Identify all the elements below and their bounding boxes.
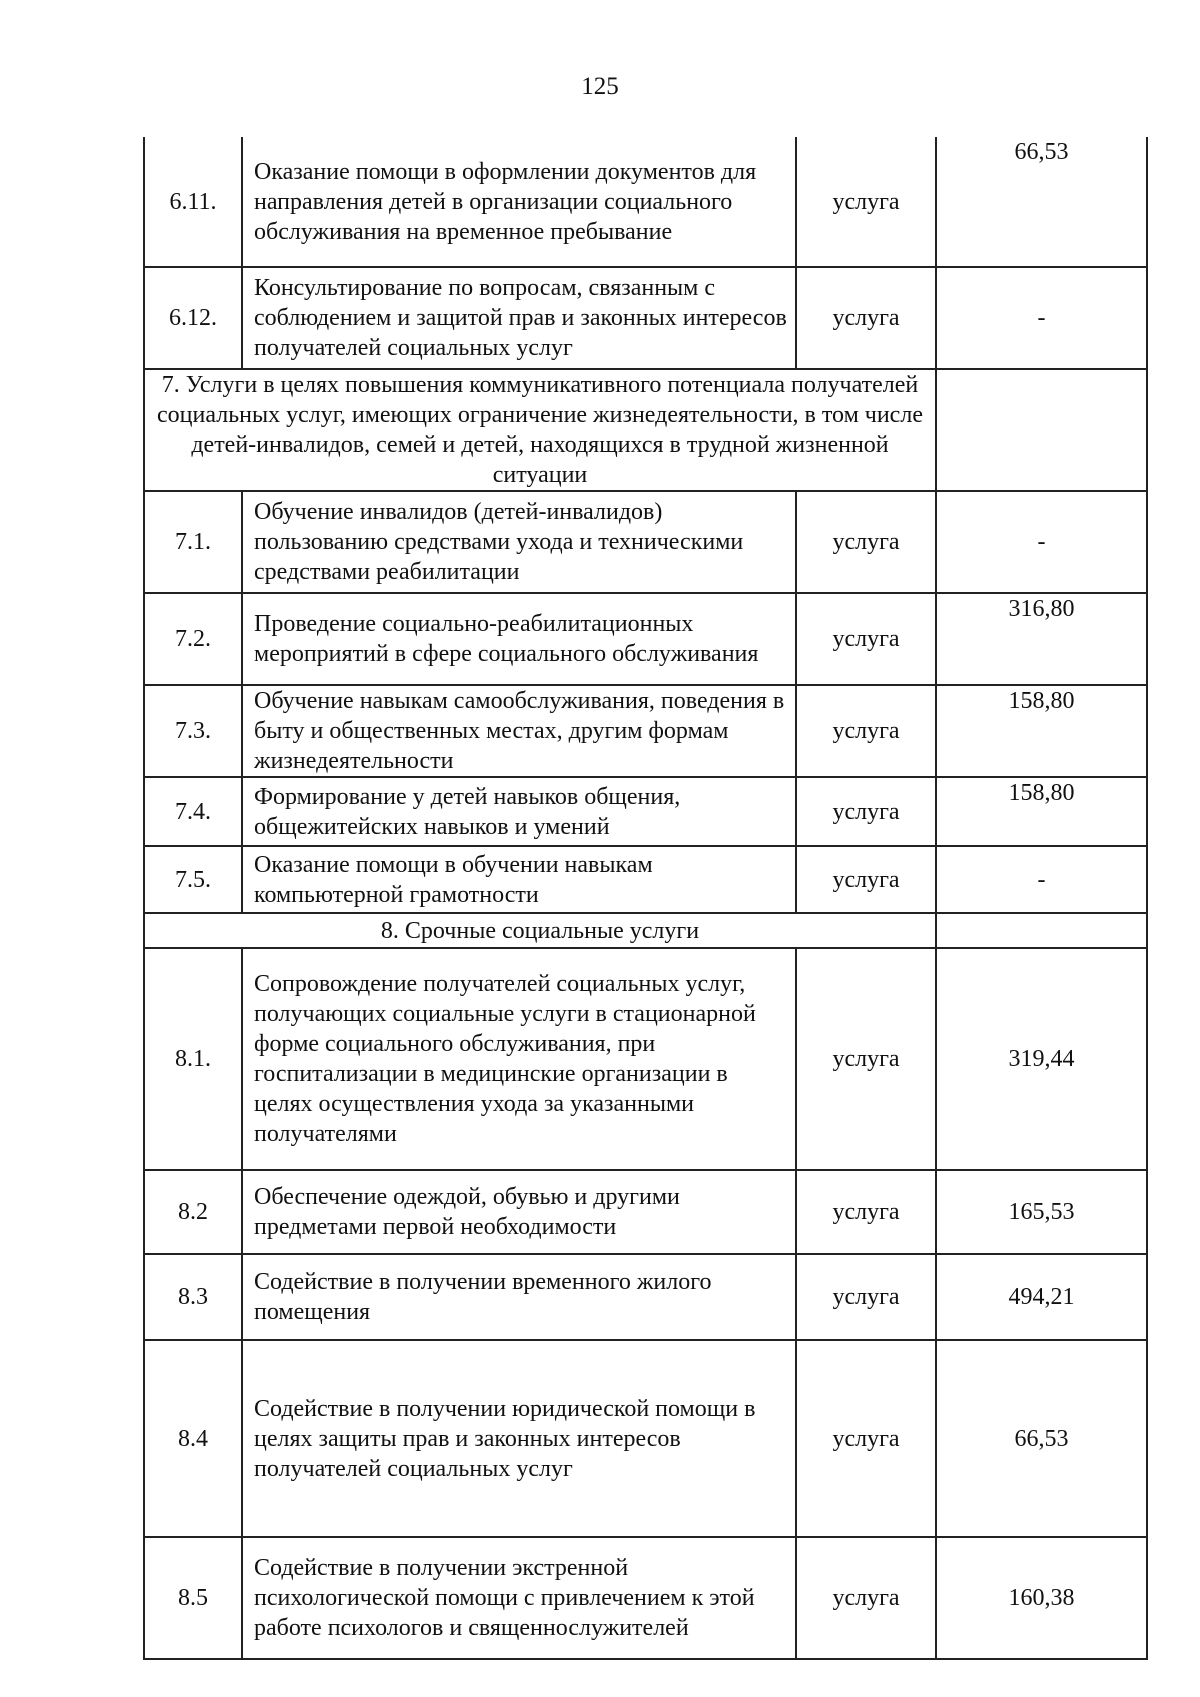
service-unit: услуга bbox=[796, 685, 936, 777]
section-empty-cell bbox=[936, 913, 1147, 948]
page-number: 125 bbox=[581, 73, 619, 100]
service-name: Оказание помощи в обучении навыкам компьютерной грамотности bbox=[242, 846, 796, 913]
service-name: Обеспечение одеждой, обувью и другими предметами первой необходимости bbox=[242, 1170, 796, 1254]
service-unit: услуга bbox=[796, 593, 936, 685]
table-row bbox=[144, 777, 1147, 846]
table-row bbox=[144, 1537, 1147, 1659]
table-row bbox=[144, 685, 1147, 777]
service-name: Содействие в получении временного жилого помещения bbox=[242, 1254, 796, 1340]
service-unit: услуга bbox=[796, 1170, 936, 1254]
row-number: 7.5. bbox=[144, 846, 242, 913]
service-unit: услуга bbox=[796, 777, 936, 846]
service-name: Обучение инвалидов (детей-инвалидов) пользованию средствами ухода и техническими средствами реабилитации bbox=[242, 491, 796, 593]
table-row bbox=[144, 846, 1147, 913]
table-row bbox=[144, 1170, 1147, 1254]
service-price: 165,53 bbox=[936, 1170, 1147, 1254]
row-number: 7.1. bbox=[144, 491, 242, 593]
service-price: 316,80 bbox=[936, 593, 1147, 685]
service-name: Обучение навыкам самообслуживания, поведения в быту и общественных местах, другим формам жизнедеятельности bbox=[242, 685, 796, 777]
service-price: - bbox=[936, 491, 1147, 593]
row-number: 7.3. bbox=[144, 685, 242, 777]
service-price: - bbox=[936, 267, 1147, 369]
row-number: 8.3 bbox=[144, 1254, 242, 1340]
service-price: 158,80 bbox=[936, 777, 1147, 846]
service-unit: услуга bbox=[796, 267, 936, 369]
section-row bbox=[144, 913, 1147, 948]
service-unit: услуга bbox=[796, 137, 936, 267]
service-price: 66,53 bbox=[936, 137, 1147, 267]
row-number: 8.1. bbox=[144, 948, 242, 1170]
service-price: 158,80 bbox=[936, 685, 1147, 777]
table-row bbox=[144, 137, 1147, 267]
section-title: 7. Услуги в целях повышения коммуникативного потенциала получателей социальных услуг, имеющих ограничение жизнедеятельности, в том числе детей-инвалидов, семей и детей, находящихся в трудной жизненной ситуации bbox=[144, 369, 936, 491]
service-name: Содействие в получении экстренной психологической помощи с привлечением к этой работе психологов и священнослужителей bbox=[242, 1537, 796, 1659]
service-unit: услуга bbox=[796, 846, 936, 913]
row-number: 6.11. bbox=[144, 137, 242, 267]
table-row bbox=[144, 491, 1147, 593]
table-row bbox=[144, 593, 1147, 685]
service-name: Консультирование по вопросам, связанным с соблюдением и защитой прав и законных интересов получателей социальных услуг bbox=[242, 267, 796, 369]
table-row bbox=[144, 948, 1147, 1170]
table-row bbox=[144, 267, 1147, 369]
row-number: 8.4 bbox=[144, 1340, 242, 1537]
row-number: 8.5 bbox=[144, 1537, 242, 1659]
row-number: 6.12. bbox=[144, 267, 242, 369]
service-unit: услуга bbox=[796, 948, 936, 1170]
service-name: Проведение социально-реабилитационных мероприятий в сфере социального обслуживания bbox=[242, 593, 796, 685]
service-price: 160,38 bbox=[936, 1537, 1147, 1659]
service-price: 494,21 bbox=[936, 1254, 1147, 1340]
row-number: 7.2. bbox=[144, 593, 242, 685]
services-table bbox=[143, 137, 1148, 1660]
service-name: Оказание помощи в оформлении документов для направления детей в организации социального обслуживания на временное пребывание bbox=[242, 137, 796, 267]
section-title: 8. Срочные социальные услуги bbox=[144, 913, 936, 948]
service-price: - bbox=[936, 846, 1147, 913]
service-unit: услуга bbox=[796, 1537, 936, 1659]
service-unit: услуга bbox=[796, 491, 936, 593]
service-price: 319,44 bbox=[936, 948, 1147, 1170]
service-price: 66,53 bbox=[936, 1340, 1147, 1537]
service-name: Сопровождение получателей социальных услуг, получающих социальные услуги в стационарной форме социального обслуживания, при госпитализации в медицинские организации в целях осуществления ухода за указанными получателями bbox=[242, 948, 796, 1170]
service-unit: услуга bbox=[796, 1254, 936, 1340]
service-name: Содействие в получении юридической помощи в целях защиты прав и законных интересов получателей социальных услуг bbox=[242, 1340, 796, 1537]
row-number: 7.4. bbox=[144, 777, 242, 846]
section-empty-cell bbox=[936, 369, 1147, 491]
table-row bbox=[144, 1340, 1147, 1537]
row-number: 8.2 bbox=[144, 1170, 242, 1254]
service-unit: услуга bbox=[796, 1340, 936, 1537]
service-name: Формирование у детей навыков общения, общежитейских навыков и умений bbox=[242, 777, 796, 846]
section-row bbox=[144, 369, 1147, 491]
table-row bbox=[144, 1254, 1147, 1340]
